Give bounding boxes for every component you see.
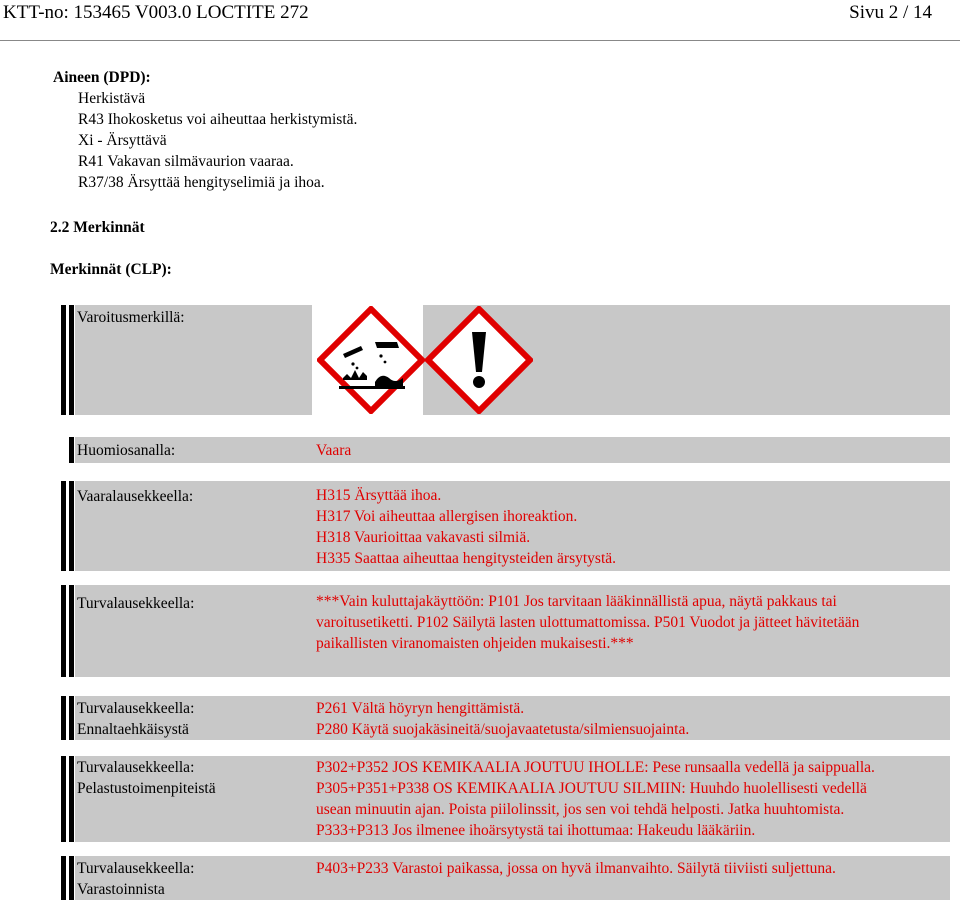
storage-label (77, 858, 194, 900)
hazard-statements (316, 485, 616, 569)
dpd-lines (78, 88, 357, 193)
response-label (77, 757, 216, 799)
section-title: Merkinnät (73, 219, 145, 236)
prevention-label-line: Turvalausekkeella: (77, 700, 195, 717)
response-label-line: Turvalausekkeella: (77, 759, 195, 776)
exclamation-pictogram (425, 306, 533, 414)
dpd-heading: Aineen (DPD): (53, 69, 151, 86)
precaution-label: Turvalausekkeella: (77, 595, 195, 612)
prevention-statement: P280 Käytä suojakäsineitä/suojavaatetusta/silmiensuojainta. (316, 721, 690, 738)
row-bar (69, 585, 74, 677)
storage-statement: P403+P233 Varastoi paikassa, jossa on hyvä ilmanvaihto. Säilytä tiiviisti suljettuna. (316, 860, 836, 877)
pictograms-label: Varoitusmerkillä: (77, 309, 185, 326)
row-bar (61, 756, 66, 842)
prevention-statements (316, 698, 689, 740)
hazard-statement: H315 Ärsyttää ihoa. (316, 487, 442, 504)
row-bar (69, 305, 74, 415)
response-label-line: Pelastustoimenpiteistä (77, 780, 216, 797)
row-bar (69, 481, 74, 571)
dpd-line: R41 Vakavan silmävaurion vaaraa. (78, 153, 294, 170)
precaution-line: varoitusetiketti. P102 Säilytä lasten ulottumattomissa. P501 Vuodot ja jätteet hävitetään (316, 614, 860, 631)
storage-statements (316, 858, 836, 879)
row-bar (69, 756, 74, 842)
response-statement: P305+P351+P338 OS KEMIKAALIA JOUTUU SILMIIN: Huuhdo huolellisesti vedellä (316, 780, 867, 797)
value-cell (312, 437, 950, 463)
dpd-line: R43 Ihokosketus voi aiheuttaa herkistymistä. (78, 111, 358, 128)
row-bar (69, 696, 74, 740)
corrosion-pictogram (317, 306, 425, 414)
dpd-line: Herkistävä (78, 90, 146, 107)
header-divider (0, 40, 960, 41)
response-statement: P333+P313 Jos ilmenee ihoärsytystä tai ihottumaa: Hakeudu lääkäriin. (316, 822, 756, 839)
document-id: KTT-no: 153465 V003.0 LOCTITE 272 (3, 2, 309, 23)
row-bar (69, 856, 74, 900)
precaution-line: paikallisten viranomaisten ohjeiden mukaisesti.*** (316, 635, 634, 652)
row-bar (69, 437, 74, 463)
signal-label: Huomiosanalla: (77, 442, 176, 459)
precaution-line: ***Vain kuluttajakäyttöön: P101 Jos tarvitaan lääkinnällistä apua, näytä pakkaus tai (316, 593, 837, 610)
row-bar (61, 305, 66, 415)
prevention-label (77, 698, 194, 740)
prevention-label-line: Ennaltaehkäisystä (77, 721, 189, 738)
response-statement: usean minuutin ajan. Poista piilolinssit, jos sen voi tehdä helposti. Jatka huuhtomista. (316, 801, 845, 818)
prevention-statement: P261 Vältä höyryn hengittämistä. (316, 700, 525, 717)
dpd-line: Xi - Ärsyttävä (78, 132, 167, 149)
row-bar (61, 696, 66, 740)
section-heading (50, 218, 145, 238)
hazard-label: Vaaralausekkeella: (77, 488, 194, 505)
hazard-statement: H317 Voi aiheuttaa allergisen ihoreaktion. (316, 508, 578, 525)
response-statements (316, 757, 875, 841)
hazard-statement: H335 Saattaa aiheuttaa hengitysteiden ärsytystä. (316, 550, 617, 567)
response-statement: P302+P352 JOS KEMIKAALIA JOUTUU IHOLLE: Pese runsaalla vedellä ja saippualla. (316, 759, 875, 776)
signal-word: Vaara (316, 442, 352, 459)
row-bar (61, 856, 66, 900)
clp-heading: Merkinnät (CLP): (50, 261, 172, 278)
row-bar (61, 585, 66, 677)
storage-label-line: Varastoinnista (77, 881, 165, 898)
dpd-line: R37/38 Ärsyttää hengityselimiä ja ihoa. (78, 174, 325, 191)
section-number: 2.2 (50, 219, 70, 236)
precaution-text (316, 591, 859, 654)
storage-label-line: Turvalausekkeella: (77, 860, 195, 877)
hazard-statement: H318 Vaurioittaa vakavasti silmiä. (316, 529, 531, 546)
page-number: Sivu 2 / 14 (849, 2, 932, 23)
row-bar (61, 481, 66, 571)
